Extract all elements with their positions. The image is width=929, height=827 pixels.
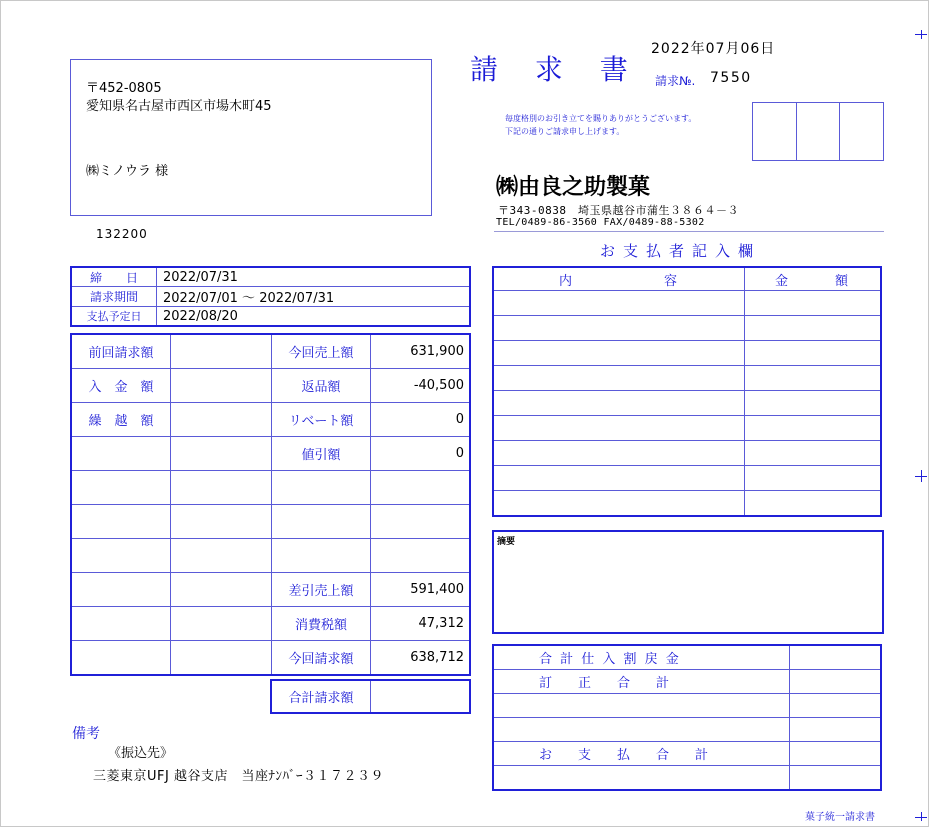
recipient-postal: 〒452-0805 — [86, 81, 162, 96]
bank-account-info: 三菱東京UFJ 越谷支店 当座ﾅﾝﾊﾞｰ３１７２３９ — [93, 769, 384, 784]
total-billing-label: 合計請求額 — [271, 680, 371, 713]
bank-transfer-heading: 《振込先》 — [108, 746, 174, 761]
amount-cell — [745, 316, 882, 341]
payer-section-heading: お支払者記入欄 — [600, 242, 762, 260]
previous-billing-label: 前回請求額 — [71, 334, 171, 369]
document-title: 請 求 書 — [470, 53, 642, 86]
stamp-cell — [753, 103, 797, 160]
carry-over-value — [171, 403, 272, 437]
empty-cell — [71, 641, 171, 676]
billing-period-value: 2022/07/01 ～ 2022/07/31 — [157, 287, 471, 307]
net-sales-label: 差引売上額 — [272, 573, 371, 607]
table-row — [493, 341, 881, 366]
memo-label: 摘要 — [497, 537, 516, 547]
empty-cell — [71, 539, 171, 573]
correction-total-label: 訂 正 合 計 — [493, 670, 790, 694]
recipient-name: ㈱ミノウラ 様 — [86, 164, 169, 179]
payment-total-label: お 支 払 合 計 — [493, 742, 790, 766]
table-row — [71, 573, 470, 607]
empty-cell — [171, 471, 272, 505]
table-row — [71, 403, 470, 437]
table-row — [493, 316, 881, 341]
deposit-label: 入 金 額 — [71, 369, 171, 403]
content-cell — [493, 366, 745, 391]
payment-date-value: 2022/08/20 — [157, 307, 471, 327]
table-row — [71, 607, 470, 641]
carry-over-label: 繰 越 額 — [71, 403, 171, 437]
greeting-line-2: 下記の通りご請求申し上げます。 — [505, 127, 625, 136]
total-billing-table — [270, 679, 471, 714]
empty-cell — [493, 694, 790, 718]
current-billing-value: 638,712 — [371, 641, 471, 676]
content-cell — [493, 291, 745, 316]
content-cell — [493, 491, 745, 517]
closing-date-label: 締 日 — [71, 267, 157, 287]
billing-period-table — [70, 266, 471, 327]
table-row — [71, 369, 470, 403]
column-header-amount: 金 額 — [745, 267, 882, 291]
table-row — [493, 441, 881, 466]
registration-mark — [921, 470, 922, 482]
current-billing-label: 今回請求額 — [272, 641, 371, 676]
table-row — [71, 539, 470, 573]
current-sales-label: 今回売上額 — [272, 334, 371, 369]
form-name: 菓子統一請求書 — [805, 812, 875, 823]
empty-cell — [171, 573, 272, 607]
rebate-value: 0 — [371, 403, 471, 437]
current-sales-value: 631,900 — [371, 334, 471, 369]
rebate-total-value — [790, 645, 882, 670]
table-row — [493, 466, 881, 491]
empty-cell — [171, 539, 272, 573]
net-sales-value: 591,400 — [371, 573, 471, 607]
registration-mark — [921, 30, 922, 39]
empty-cell — [71, 471, 171, 505]
stamp-cell — [797, 103, 841, 160]
empty-cell — [272, 539, 371, 573]
empty-cell — [171, 641, 272, 676]
content-cell — [493, 316, 745, 341]
empty-cell — [790, 694, 882, 718]
closing-date-value: 2022/07/31 — [157, 267, 471, 287]
table-header-row — [493, 267, 881, 291]
recipient-address-box — [70, 59, 432, 216]
empty-cell — [71, 437, 171, 471]
content-cell — [493, 441, 745, 466]
table-row — [493, 416, 881, 441]
notes-label: 備考 — [72, 726, 100, 742]
payer-content-table — [492, 266, 882, 517]
billing-period-label: 請求期間 — [71, 287, 157, 307]
discount-label: 値引額 — [272, 437, 371, 471]
amount-cell — [745, 416, 882, 441]
issue-date: 2022年07月06日 — [651, 41, 776, 57]
table-row — [71, 505, 470, 539]
payment-total-value — [790, 742, 882, 766]
amount-cell — [745, 341, 882, 366]
total-billing-value — [371, 680, 471, 713]
amount-cell — [745, 441, 882, 466]
amount-cell — [745, 391, 882, 416]
empty-cell — [171, 505, 272, 539]
table-row — [493, 766, 881, 791]
empty-cell — [272, 505, 371, 539]
empty-cell — [493, 718, 790, 742]
empty-cell — [272, 471, 371, 505]
tax-label: 消費税額 — [272, 607, 371, 641]
table-row — [271, 680, 470, 713]
customer-code: 132200 — [96, 227, 148, 241]
table-row — [71, 267, 470, 287]
empty-cell — [171, 437, 272, 471]
memo-box — [492, 530, 884, 634]
table-row — [493, 670, 881, 694]
table-row — [493, 366, 881, 391]
amount-cell — [745, 491, 882, 517]
discount-value: 0 — [371, 437, 471, 471]
content-cell — [493, 391, 745, 416]
amount-cell — [745, 366, 882, 391]
empty-cell — [371, 505, 471, 539]
tax-value: 47,312 — [371, 607, 471, 641]
amount-cell — [745, 291, 882, 316]
table-row — [493, 645, 881, 670]
empty-cell — [493, 766, 790, 791]
payment-summary-table — [492, 644, 882, 791]
invoice-number-label: 請求№. — [655, 74, 696, 88]
issuer-company-name: ㈱由良之助製菓 — [496, 175, 651, 200]
greeting-line-1: 毎度格別のお引き立てを賜りありがとうございます。 — [505, 114, 697, 123]
issuer-divider — [494, 231, 884, 232]
content-cell — [493, 466, 745, 491]
recipient-address: 愛知県名古屋市西区市場木町45 — [86, 99, 272, 114]
rebate-total-label: 合 計 仕 入 割 戻 金 — [493, 645, 790, 670]
empty-cell — [790, 718, 882, 742]
empty-cell — [790, 766, 882, 791]
empty-cell — [371, 471, 471, 505]
content-cell — [493, 341, 745, 366]
rebate-label: リベート額 — [272, 403, 371, 437]
empty-cell — [371, 539, 471, 573]
empty-cell — [71, 607, 171, 641]
stamp-boxes — [752, 102, 884, 161]
registration-mark — [921, 812, 922, 821]
table-row — [71, 287, 470, 307]
table-row — [71, 471, 470, 505]
table-row — [71, 641, 470, 676]
returns-value: -40,500 — [371, 369, 471, 403]
stamp-cell — [840, 103, 883, 160]
amount-cell — [745, 466, 882, 491]
payment-date-label: 支払予定日 — [71, 307, 157, 327]
empty-cell — [71, 505, 171, 539]
issuer-address: 〒343-0838 埼玉県越谷市蒲生３８６４－３ — [498, 204, 739, 217]
content-cell — [493, 416, 745, 441]
amounts-table — [70, 333, 471, 676]
issuer-tel-fax: TEL/0489-86-3560 FAX/0489-88-5302 — [496, 217, 705, 228]
table-row — [493, 694, 881, 718]
column-header-content: 内 容 — [493, 267, 745, 291]
correction-total-value — [790, 670, 882, 694]
table-row — [71, 334, 470, 369]
table-row — [493, 742, 881, 766]
table-row — [71, 307, 470, 327]
table-row — [493, 718, 881, 742]
table-row — [71, 437, 470, 471]
returns-label: 返品額 — [272, 369, 371, 403]
table-row — [493, 491, 881, 517]
previous-billing-value — [171, 334, 272, 369]
empty-cell — [171, 607, 272, 641]
table-row — [493, 291, 881, 316]
deposit-value — [171, 369, 272, 403]
invoice-number: 7550 — [710, 70, 752, 86]
table-row — [493, 391, 881, 416]
empty-cell — [71, 573, 171, 607]
